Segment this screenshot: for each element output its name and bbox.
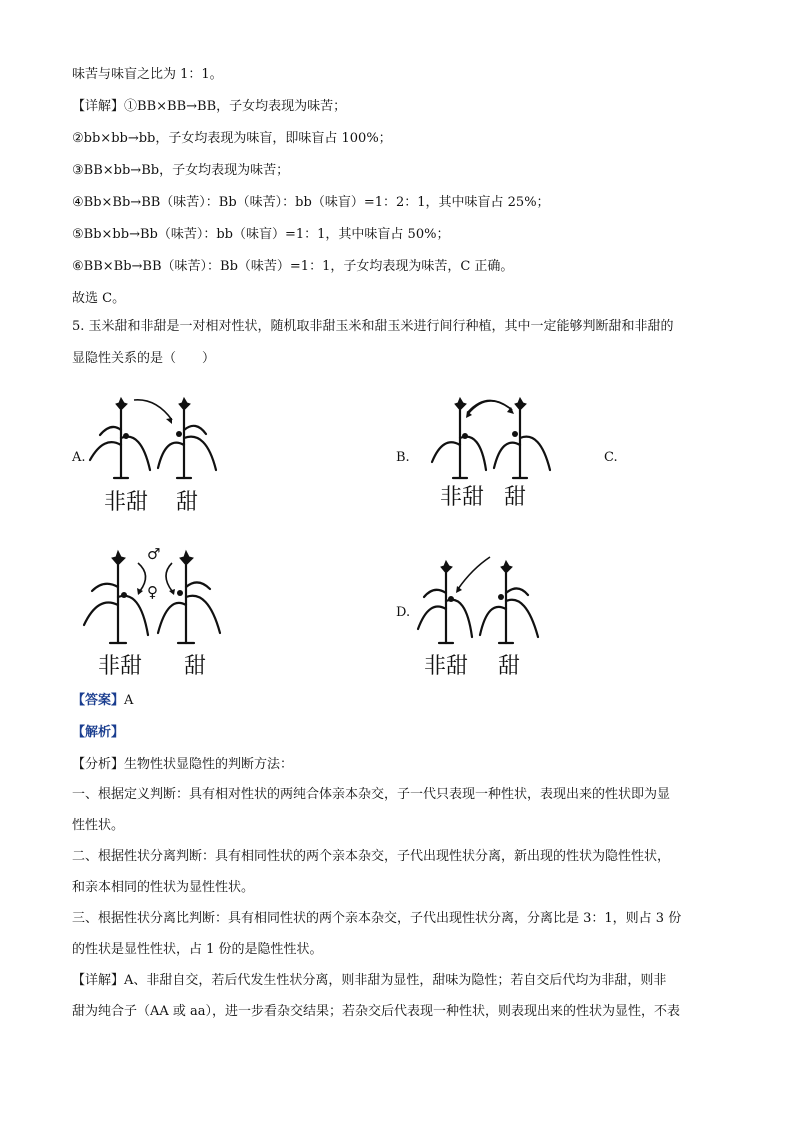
caption-sweet: 甜	[504, 485, 527, 510]
analysis-tag: 【解析】	[72, 725, 125, 740]
question-text: 显隐性关系的是（ ）	[72, 351, 216, 366]
answer-tag: 【答案】	[72, 693, 125, 708]
corn-plants-b-image	[428, 390, 558, 480]
figure-b	[428, 390, 558, 510]
text-line	[72, 756, 293, 774]
text-span: A、非甜自交，若后代发生性状分离，则非甜为显性，甜味为隐性；若自交后代均为非甜，则非	[124, 973, 667, 988]
caption-non-sweet: 非甜	[424, 654, 469, 679]
text-line: ⑥BB×Bb→BB（味苦）：Bb（味苦）=1：1，子女均表现为味苦，C 正确。	[72, 259, 514, 274]
corn-plants-a-image	[86, 390, 226, 480]
text-line: 故选 C。	[72, 291, 126, 306]
text-line: ②bb×bb→bb，子女均表现为味盲，即味盲占 100%；	[72, 131, 392, 146]
caption-sweet: 甜	[498, 654, 521, 679]
text-span: 生物性状显隐性的判断方法：	[124, 757, 294, 772]
text-line: 和亲本相同的性状为显性性状。	[72, 880, 255, 895]
answer-value: A	[124, 693, 134, 708]
text-line	[72, 98, 346, 116]
answer-line	[72, 692, 133, 710]
figure-d	[414, 553, 544, 679]
section-tag: 【详解】	[72, 973, 125, 988]
text-line	[72, 972, 666, 990]
figure-a	[86, 390, 226, 515]
text-span: ①BB×BB→BB，子女均表现为味苦；	[124, 99, 347, 114]
text-line: 三、根据性状分离比判断：具有相同性状的两个亲本杂交，子代出现性状分离，分离比是 3：1，则占 3 份	[72, 911, 682, 926]
section-tag: 【详解】	[72, 99, 125, 114]
caption-non-sweet: 非甜	[440, 485, 485, 510]
text-line: 性性状。	[72, 818, 125, 833]
text-line: ④Bb×Bb→BB（味苦）：Bb（味苦）：bb（味盲）=1：2：1，其中味盲占 25%；	[72, 195, 550, 210]
option-c-label: C.	[604, 450, 618, 465]
text-line: 一、根据定义判断：具有相对性状的两纯合体亲本杂交，子一代只表现一种性状，表现出来的性状即为显	[72, 787, 671, 802]
male-symbol: ♂	[147, 545, 161, 563]
caption-sweet: 甜	[176, 490, 199, 515]
section-tag: 【分析】	[72, 757, 125, 772]
question-text: 5. 玉米甜和非甜是一对相对性状，随机取非甜玉米和甜玉米进行间行种植，其中一定能够判断甜和非甜的	[72, 319, 674, 334]
caption-non-sweet: 非甜	[98, 654, 143, 679]
text-line: ⑤Bb×bb→Bb（味苦）：bb（味盲）=1：1，其中味盲占 50%；	[72, 227, 450, 242]
text-line: 的性状是显性性状，占 1 份的是隐性性状。	[72, 942, 323, 957]
corn-plants-d-image	[414, 553, 544, 645]
text-line: ③BB×bb→Bb，子女均表现为味苦；	[72, 163, 290, 178]
option-a-label: A.	[72, 450, 86, 465]
option-b-label: B.	[396, 450, 410, 465]
figure-c	[80, 545, 230, 679]
female-symbol: ♀	[147, 583, 158, 601]
text-line: 二、根据性状分离判断：具有相同性状的两个亲本杂交，子代出现性状分离，新出现的性状为隐性性状，	[72, 849, 671, 864]
option-d-label: D.	[396, 605, 411, 620]
text-line: 味苦与味盲之比为 1：1。	[72, 67, 223, 82]
caption-sweet: 甜	[184, 654, 207, 679]
caption-non-sweet: 非甜	[104, 490, 149, 515]
text-line: 甜为纯合子（AA 或 aa），进一步看杂交结果；若杂交后代表现一种性状，则表现出来的性状为显性，不表	[72, 1004, 681, 1019]
